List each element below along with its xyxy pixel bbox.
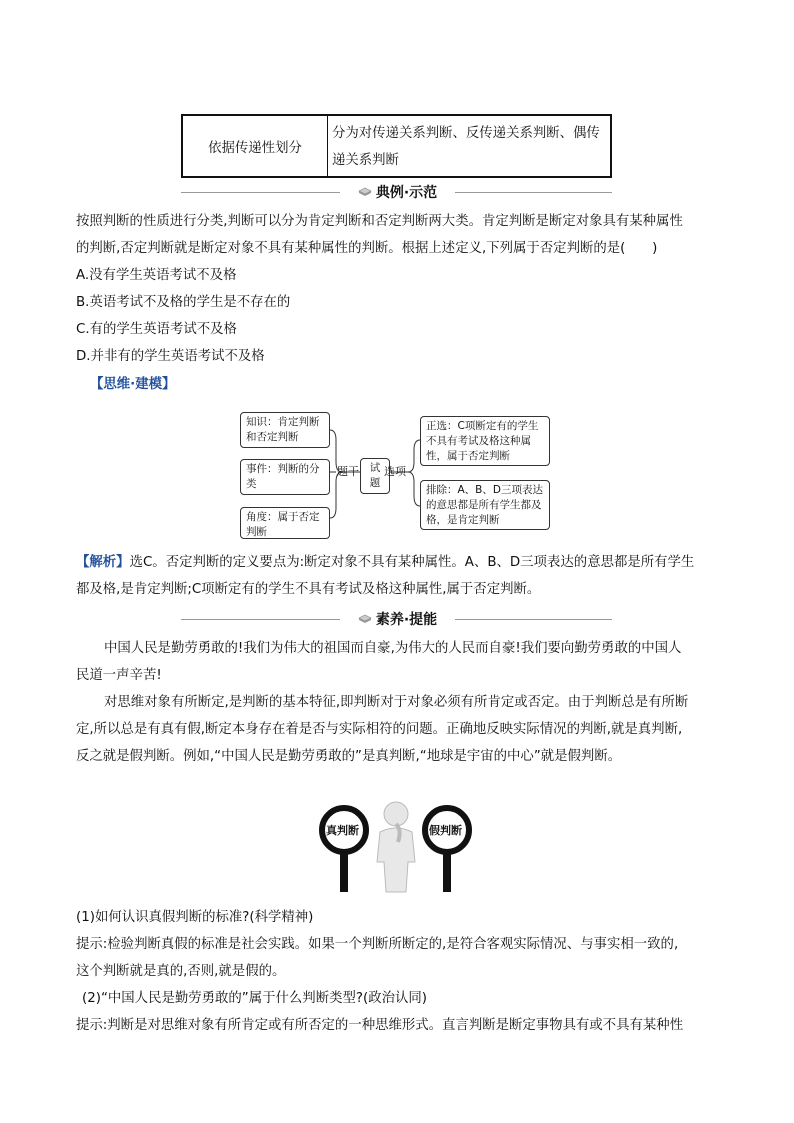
illustration-graphics [318, 800, 473, 895]
mind-map [238, 410, 558, 540]
q2-question: (2)“中国人民是勤劳勇敢的”属于什么判断类型?(政治认同) [82, 991, 427, 1006]
diagram-right-label: 选项 [384, 465, 406, 478]
book-icon [358, 614, 372, 624]
option-d: D.并非有的学生英语考试不及格 [76, 349, 265, 364]
para2-line3: 反之就是假判断。例如,“中国人民是勤劳勇敢的”是真判断,“地球是宇宙的中心”就是假判断。 [76, 749, 622, 764]
true-false-illustration [318, 800, 473, 895]
table-left-cell: 依据传递性划分 [183, 116, 328, 176]
para1-line2: 民道一声辛苦! [76, 668, 162, 683]
option-b: B.英语考试不及格的学生是不存在的 [76, 295, 291, 310]
q2-answer-line1: 提示:判断是对思维对象有所肯定或有所否定的一种思维形式。直言判断是断定事物具有或不具有某种性 [76, 1018, 684, 1033]
option-c: C.有的学生英语考试不及格 [76, 322, 237, 337]
diagram-knowledge-box: 知识：肯定判断和否定判断 [240, 412, 330, 448]
table-right-line2: 递关系判断 [332, 153, 399, 168]
diagram-left-label: 题干 [337, 465, 359, 478]
para2-line1: 对思维对象有所断定,是判断的基本特征,即判断对于对象必须有所肯定或否定。由于判断总是有所断 [104, 695, 689, 710]
table-right-line1: 分为对传递关系判断、反传递关系判断、偶传 [332, 126, 600, 141]
diagram-center-box: 试题 [360, 458, 390, 494]
q1-question: (1)如何认识真假判断的标准?(科学精神) [76, 910, 314, 925]
section1-header [340, 182, 455, 202]
true-judgment-sign: 真判断 [326, 824, 359, 837]
model-heading: 【思维·建模】 [90, 377, 176, 392]
section1-title: 典例·示范 [375, 185, 438, 201]
analysis-tag: 【解析】 [76, 555, 130, 570]
analysis-line1 [76, 549, 694, 576]
analysis-text1: 选C。否定判断的定义要点为:断定对象不具有某种属性。A、B、D三项表达的意思都是所有学生 [129, 555, 695, 570]
section2-title: 素养·提能 [375, 612, 438, 628]
question-line1: 按照判断的性质进行分类,判断可以分为肯定判断和否定判断两大类。肯定判断是断定对象具有某种属性 [76, 214, 683, 229]
para1-line1: 中国人民是勤劳勇敢的!我们为伟大的祖国而自豪,为伟大的人民而自豪!我们要向勤劳勇敢的中国人 [104, 641, 682, 656]
option-a: A.没有学生英语考试不及格 [76, 268, 237, 283]
diagram-angle-box: 角度：属于否定判断 [240, 507, 330, 539]
q1-answer-line1: 提示:检验判断真假的标准是社会实践。如果一个判断所断定的,是符合客观实际情况、与事实相一致的, [76, 937, 679, 952]
false-judgment-sign: 假判断 [429, 824, 462, 837]
para2-line2: 定,所以总是有真有假,断定本身存在着是否与实际相符的问题。正确地反映实际情况的判断,就是真判断, [76, 722, 683, 737]
diagram-exclude-box: 排除：A、B、D三项表达的意思都是所有学生都及格，是肯定判断 [420, 480, 550, 530]
diagram-event-box: 事件：判断的分类 [240, 459, 330, 495]
table-right-cell [328, 116, 610, 176]
book-icon [358, 187, 372, 197]
question-line2: 的判断,否定判断就是断定对象不具有某种属性的判断。根据上述定义,下列属于否定判断的是( ) [76, 241, 658, 256]
analysis-line2: 都及格,是肯定判断;C项断定有的学生不具有考试及格这种属性,属于否定判断。 [76, 582, 541, 597]
diagram-correct-box: 正选：C项断定有的学生不具有考试及格这种属性，属于否定判断 [420, 416, 550, 466]
section2-header [340, 609, 455, 629]
top-table [181, 114, 612, 178]
q1-answer-line2: 这个判断就是真的,否则,就是假的。 [76, 964, 286, 979]
